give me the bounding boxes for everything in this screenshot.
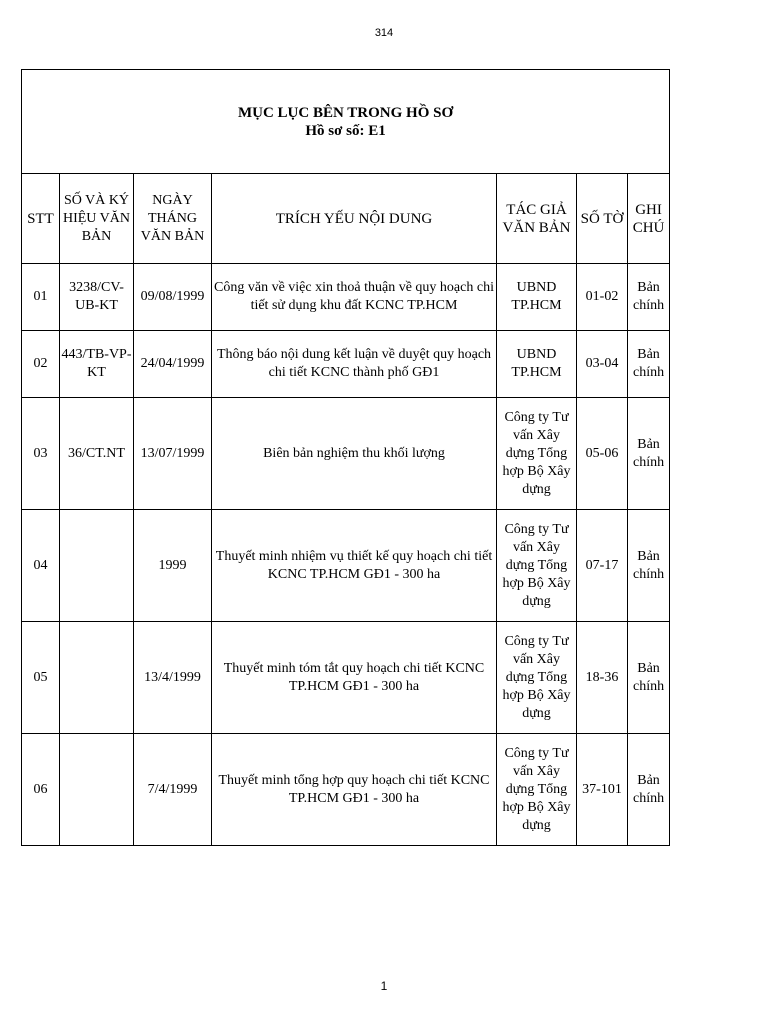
page-number-top: 314	[374, 27, 394, 39]
cell-ghi-chu: Bản chính	[628, 398, 670, 510]
cell-tac-gia: Công ty Tư vấn Xây dựng Tổng hợp Bộ Xây dựng	[497, 398, 577, 510]
cell-ky-hieu	[60, 510, 134, 622]
cell-ghi-chu: Bản chính	[628, 331, 670, 398]
header-row	[22, 174, 670, 264]
cell-tac-gia: Công ty Tư vấn Xây dựng Tổng hợp Bộ Xây dựng	[497, 734, 577, 846]
cell-stt: 03	[22, 398, 60, 510]
col-header-so-to: SỐ TỜ	[577, 174, 628, 264]
cell-ghi-chu: Bản chính	[628, 734, 670, 846]
cell-ngay: 24/04/1999	[134, 331, 212, 398]
cell-ky-hieu: 3238/CV-UB-KT	[60, 264, 134, 331]
col-header-tac-gia: TÁC GIẢ VĂN BẢN	[497, 174, 577, 264]
cell-so-to: 18-36	[577, 622, 628, 734]
document-title: MỤC LỤC BÊN TRONG HỒ SƠ	[237, 104, 454, 121]
cell-ky-hieu: 36/CT.NT	[60, 398, 134, 510]
cell-ky-hieu	[60, 734, 134, 846]
col-header-ngay: NGÀY THÁNG VĂN BẢN	[134, 174, 212, 264]
cell-tac-gia: Công ty Tư vấn Xây dựng Tổng hợp Bộ Xây dựng	[497, 622, 577, 734]
cell-trich-yeu: Thuyết minh nhiệm vụ thiết kế quy hoạch chi tiết KCNC TP.HCM GĐ1 - 300 ha	[212, 510, 497, 622]
title-cell	[22, 70, 670, 174]
cell-so-to: 05-06	[577, 398, 628, 510]
document-index-table	[21, 69, 670, 846]
file-number: Hồ sơ số: E1	[305, 122, 386, 139]
table-row	[22, 734, 670, 846]
title-row	[22, 70, 670, 174]
cell-ky-hieu: 443/TB-VP-KT	[60, 331, 134, 398]
table-row	[22, 622, 670, 734]
table-row	[22, 398, 670, 510]
table-row	[22, 510, 670, 622]
cell-ky-hieu	[60, 622, 134, 734]
col-header-trich-yeu: TRÍCH YẾU NỘI DUNG	[212, 174, 497, 264]
cell-so-to: 03-04	[577, 331, 628, 398]
cell-stt: 04	[22, 510, 60, 622]
cell-tac-gia: UBND TP.HCM	[497, 331, 577, 398]
cell-trich-yeu: Thuyết minh tóm tắt quy hoạch chi tiết KCNC TP.HCM GĐ1 - 300 ha	[212, 622, 497, 734]
table-row	[22, 331, 670, 398]
cell-so-to: 01-02	[577, 264, 628, 331]
cell-ngay: 1999	[134, 510, 212, 622]
cell-ghi-chu: Bản chính	[628, 622, 670, 734]
cell-trich-yeu: Biên bản nghiệm thu khối lượng	[212, 398, 497, 510]
cell-ngay: 13/07/1999	[134, 398, 212, 510]
cell-trich-yeu: Công văn về việc xin thoả thuận về quy hoạch chi tiết sử dụng khu đất KCNC TP.HCM	[212, 264, 497, 331]
cell-stt: 05	[22, 622, 60, 734]
table-row	[22, 264, 670, 331]
cell-stt: 06	[22, 734, 60, 846]
cell-ghi-chu: Bản chính	[628, 264, 670, 331]
cell-trich-yeu: Thuyết minh tổng hợp quy hoạch chi tiết KCNC TP.HCM GĐ1 - 300 ha	[212, 734, 497, 846]
cell-tac-gia: Công ty Tư vấn Xây dựng Tổng hợp Bộ Xây dựng	[497, 510, 577, 622]
cell-ghi-chu: Bản chính	[628, 510, 670, 622]
col-header-ghi-chu: GHI CHÚ	[628, 174, 670, 264]
cell-ngay: 7/4/1999	[134, 734, 212, 846]
col-header-ky-hieu: SỐ VÀ KÝ HIỆU VĂN BẢN	[60, 174, 134, 264]
cell-stt: 01	[22, 264, 60, 331]
page-number-bottom: 1	[380, 979, 388, 993]
cell-trich-yeu: Thông báo nội dung kết luận về duyệt quy hoạch chi tiết KCNC thành phố GĐ1	[212, 331, 497, 398]
cell-ngay: 09/08/1999	[134, 264, 212, 331]
cell-tac-gia: UBND TP.HCM	[497, 264, 577, 331]
cell-so-to: 37-101	[577, 734, 628, 846]
cell-so-to: 07-17	[577, 510, 628, 622]
cell-ngay: 13/4/1999	[134, 622, 212, 734]
cell-stt: 02	[22, 331, 60, 398]
col-header-stt: STT	[22, 174, 60, 264]
